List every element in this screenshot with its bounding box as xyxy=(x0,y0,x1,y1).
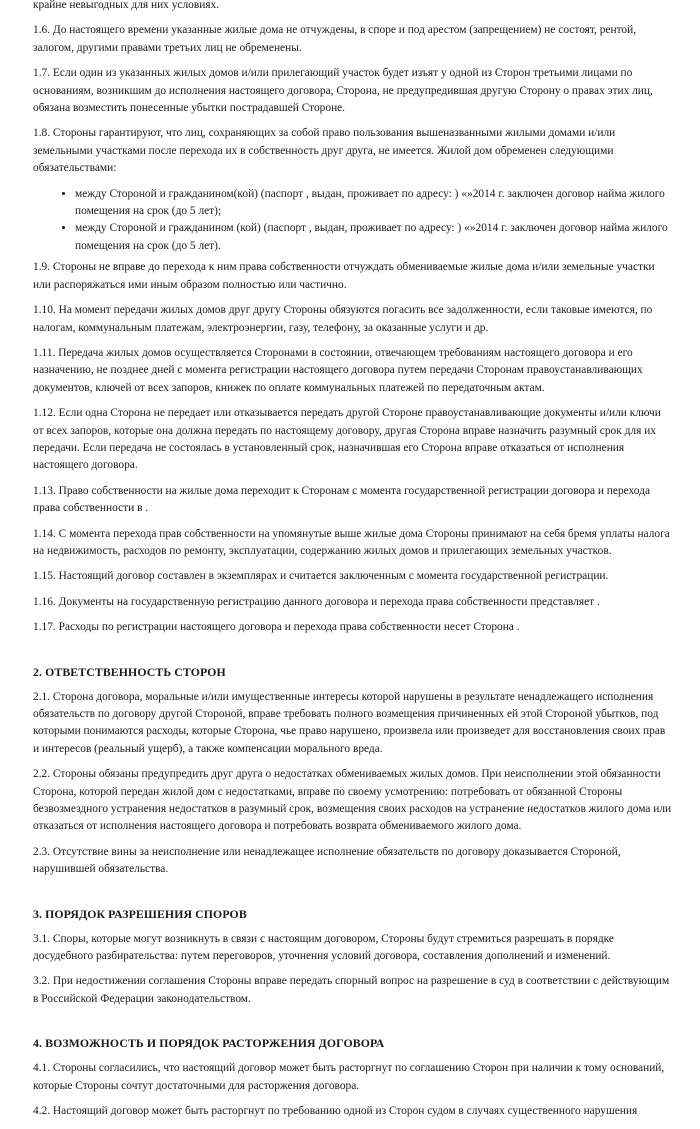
clause-2-2: 2.2. Стороны обязаны предупредить друг друга о недостатках обмениваемых жилых домов. При неисполнении этой обязанности Сторона, которой передан жилой дом с недостатками, вправе по своему усмотрению: потребовать от обязанной Стороны безвозмездного устранения недостатков в разумный срок, возмещения своих расходов на устранение недостатков жилого дома или отказаться от исполнения настоящего договора и потребовать возврата обмениваемого жилого дома. xyxy=(33,768,672,833)
clause-2-3: 2.3. Отсутствие вины за неисполнение или ненадлежащее исполнение обязательств по договору доказывается Стороной, нарушившей обязательства. xyxy=(33,845,621,876)
clause-4-2: 4.2. Настоящий договор может быть расторгнут по требованию одной из Сторон судом в случаях существенного нарушения xyxy=(33,1105,638,1118)
clause-1-11: 1.11. Передача жилых домов осуществляется Сторонами в состоянии, отвечающем требованиям настоящего договора и его назначению, не позднее дней с момента регистрации настоящего договора путем передачи Сторонам правоустанавливающих документов, ключей от всех запоров, книжек по оплате коммунальных платежей по передаточным актам. xyxy=(33,346,643,394)
clause-3-2: 3.2. При недостижении соглашения Стороны вправе передать спорный вопрос на разрешение в суд в соответствии с действующим в Российской Федерации законодательством. xyxy=(33,975,670,1005)
clause-2-1: 2.1. Сторона договора, моральные и/или имущественные интересы которой нарушены в результате ненадлежащего исполнения обязательств по договору другой Стороной, вправе требовать полного возмещения причиненных ей этой Стороной убытков, под которыми понимаются расходы, которые Сторона, чье право нарушено, произвела или произведет для восстановления своих прав и интересов (реальный ущерб), а также компенсации морального вреда. xyxy=(33,690,666,755)
clause-4-1: 4.1. Стороны согласились, что настоящий договор может быть расторгнут по соглашению Сторон при наличии к тому оснований, которые Стороны сочтут достаточными для расторжения договора. xyxy=(33,1062,665,1092)
intro-tail: крайне невыгодных для них условиях. xyxy=(33,0,220,11)
clause-1-12: 1.12. Если одна Сторона не передает или отказывается передать другой Стороне правоустанавливающие документы и/или ключи от всех запоров, которые она должна передать по настоящему договору, другая Сторона вправе назначить разумный срок для их передачи. Если передача не состоялась в установленный срок, назначившая его Сторона вправе отказаться от исполнения настоящего договора. xyxy=(33,407,661,472)
clause-1-15: 1.15. Настоящий договор составлен в экземплярах и считается заключенным с момента государственной регистрации. xyxy=(33,570,609,583)
clause-3-1: 3.1. Споры, которые могут возникнуть в связи с настоящим договором, Стороны будут стремиться разрешать в порядке досудебного разбирательства: путем переговоров, уточнения условий договора, составления дополнений и изменений. xyxy=(33,932,614,963)
section-2-heading: 2. ОТВЕТСТВЕННОСТЬ СТОРОН xyxy=(33,664,226,679)
encumbrance-list xyxy=(33,186,673,256)
section-4-heading: 4. ВОЗМОЖНОСТЬ И ПОРЯДОК РАСТОРЖЕНИЯ ДОГОВОРА xyxy=(33,1036,385,1051)
clause-1-7: 1.7. Если один из указанных жилых домов и/или прилегающий участок будет изъят у одной из Сторон третьими лицами по основаниям, возникшим до исполнения настоящего договора, Сторона, не предупредившая другую Сторону о правах этих лиц, обязана возместить понесенные убытки пострадавшей Стороне. xyxy=(33,67,653,115)
clause-1-17: 1.17. Расходы по регистрации настоящего договора и перехода права собственности несет Сторона . xyxy=(33,621,520,634)
clause-1-13: 1.13. Право собственности на жилые дома переходит к Сторонам с момента государственной регистрации договора и перехода права собственности в . xyxy=(33,484,651,515)
clause-1-9: 1.9. Стороны не вправе до перехода к ним права собственности отчуждать обмениваемые жилые дома и/или земельные участки или распоряжаться ими иным образом полностью или частично. xyxy=(33,261,655,291)
section-3-heading: 3. ПОРЯДОК РАЗРЕШЕНИЯ СПОРОВ xyxy=(33,906,247,921)
clause-1-8: 1.8. Стороны гарантируют, что лиц, сохраняющих за собой право пользования вышеназванными жилыми домами и/или земельными участками после перехода их в собственность друг друга, не имеется. Жилой дом обременен следующими обязательствами: xyxy=(33,127,616,175)
clause-1-6: 1.6. До настоящего времени указанные жилые дома не отчуждены, в споре и под арестом (запрещением) не состоят, рентой, залогом, другими правами третьих лиц не обременены. xyxy=(33,24,637,54)
clause-1-14: 1.14. С момента перехода прав собственности на упомянутые выше жилые дома Стороны принимают на себя бремя уплаты налога на недвижимость, расходов по ремонту, эксплуатации, содержанию жилых домов и прилегающих земельных участков. xyxy=(33,527,670,557)
clause-1-16: 1.16. Документы на государственную регистрацию данного договора и перехода права собственности представляет . xyxy=(33,595,600,608)
document-page xyxy=(33,0,673,1129)
clause-1-10: 1.10. На момент передачи жилых домов друг другу Стороны обязуются погасить все задолженности, если таковые имеются, по налогам, коммунальным платежам, электроэнергии, газу, телефону, за оказанные услуги и др. xyxy=(33,304,653,334)
list-item: • между Стороной и гражданином(кой) (паспорт , выдан, проживает по адресу: ) «»2014 г. заключен договор найма жилого помещения на срок (до 5 лет); xyxy=(75,186,673,221)
list-item: • между Стороной и гражданином (кой) (паспорт , выдан, проживает по адресу: ) «»2014 г. заключен договор найма жилого помещения на срок (до 5 лет). xyxy=(75,220,673,255)
